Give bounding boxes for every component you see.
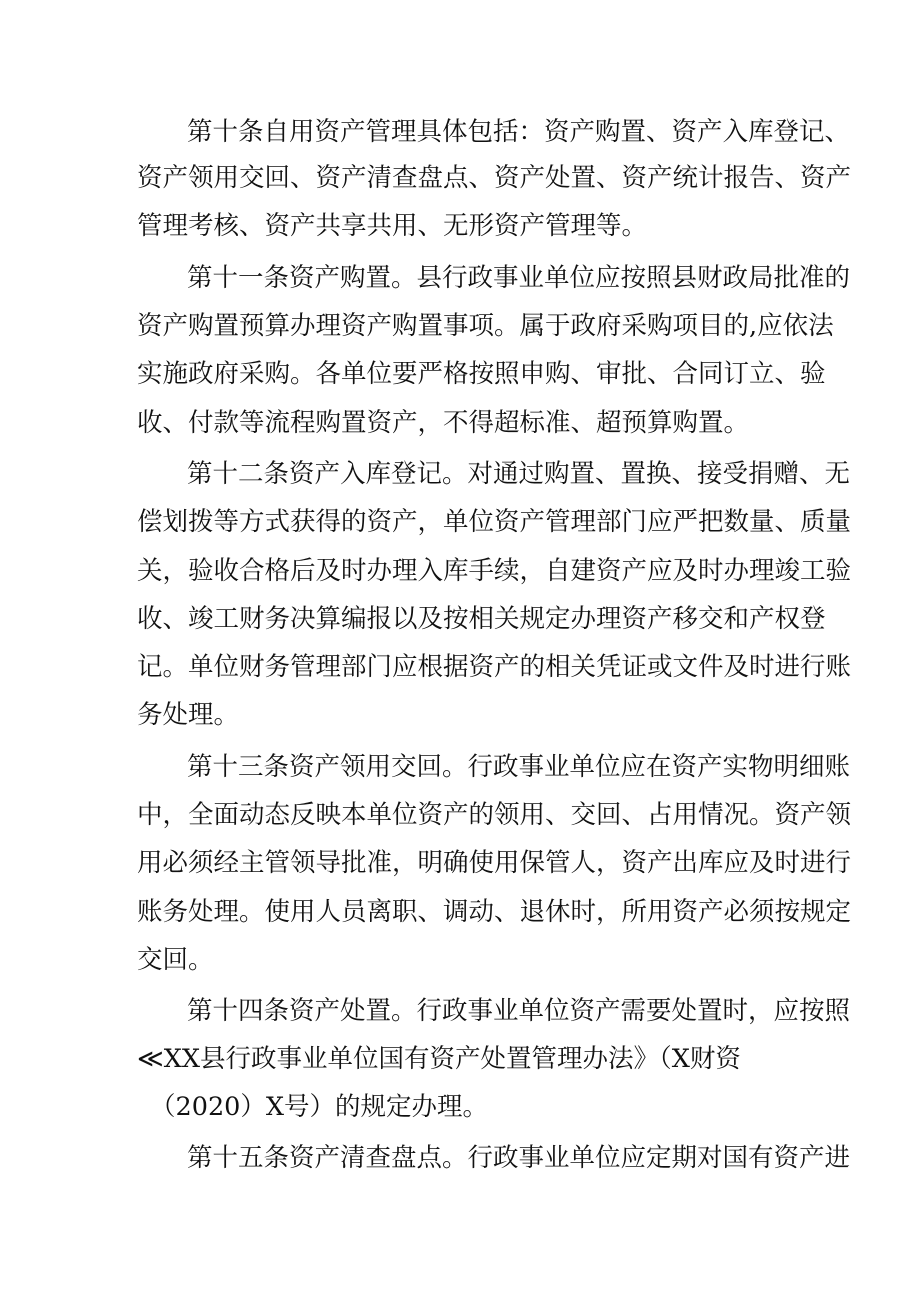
paragraph-15-line-1: 第十五条资产清查盘点。行政事业单位应定期对国有资产进 [187, 1143, 851, 1173]
paragraph-14-line-3: （2020）X号）的规定办理。 [150, 1092, 489, 1122]
paragraph-12-line-1: 第十二条资产入库登记。对通过购置、置换、接受捐赠、无 [187, 459, 851, 489]
paragraph-13-line-5: 交回。 [137, 945, 214, 975]
paragraph-10-line-2: 资产领用交回、资产清查盘点、资产处置、资产统计报告、资产 [137, 163, 852, 193]
paragraph-11-line-1: 第十一条资产购置。县行政事业单位应按照县财政局批准的 [187, 263, 851, 293]
paragraph-13-line-4: 账务处理。使用人员离职、调动、退休时，所用资产必须按规定 [137, 897, 852, 927]
paragraph-13-line-1: 第十三条资产领用交回。行政事业单位应在资产实物明细账 [187, 752, 851, 782]
paragraph-11-line-3: 实施政府采购。各单位要严格按照申购、审批、合同订立、验 [137, 359, 826, 389]
paragraph-10-line-1: 第十条自用资产管理具体包括：资产购置、资产入库登记、 [187, 117, 851, 147]
paragraph-11-line-2: 资产购置预算办理资产购置事项。属于政府采购项目的,应依法 [137, 311, 834, 341]
paragraph-14-line-2: ≪XX县行政事业单位国有资产处置管理办法》（X财资 [137, 1044, 741, 1074]
paragraph-12-line-3: 关，验收合格后及时办理入库手续，自建资产应及时办理竣工验 [137, 556, 852, 586]
paragraph-11-line-4: 收、付款等流程购置资产，不得超标准、超预算购置。 [137, 408, 750, 438]
paragraph-14-line-1: 第十四条资产处置。行政事业单位资产需要处置时，应按照 [187, 996, 851, 1026]
paragraph-13-line-3: 用必须经主管领导批准，明确使用保管人，资产出库应及时进行 [137, 848, 852, 878]
paragraph-12-line-2: 偿划拨等方式获得的资产，单位资产管理部门应严把数量、质量 [137, 507, 852, 537]
paragraph-12-line-6: 务处理。 [137, 700, 240, 730]
paragraph-12-line-4: 收、竣工财务决算编报以及按相关规定办理资产移交和产权登 [137, 604, 826, 634]
paragraph-13-line-2: 中，全面动态反映本单位资产的领用、交回、占用情况。资产领 [137, 800, 852, 830]
paragraph-10-line-3: 管理考核、资产共享共用、无形资产管理等。 [137, 211, 648, 241]
paragraph-12-line-5: 记。单位财务管理部门应根据资产的相关凭证或文件及时进行账 [137, 652, 852, 682]
